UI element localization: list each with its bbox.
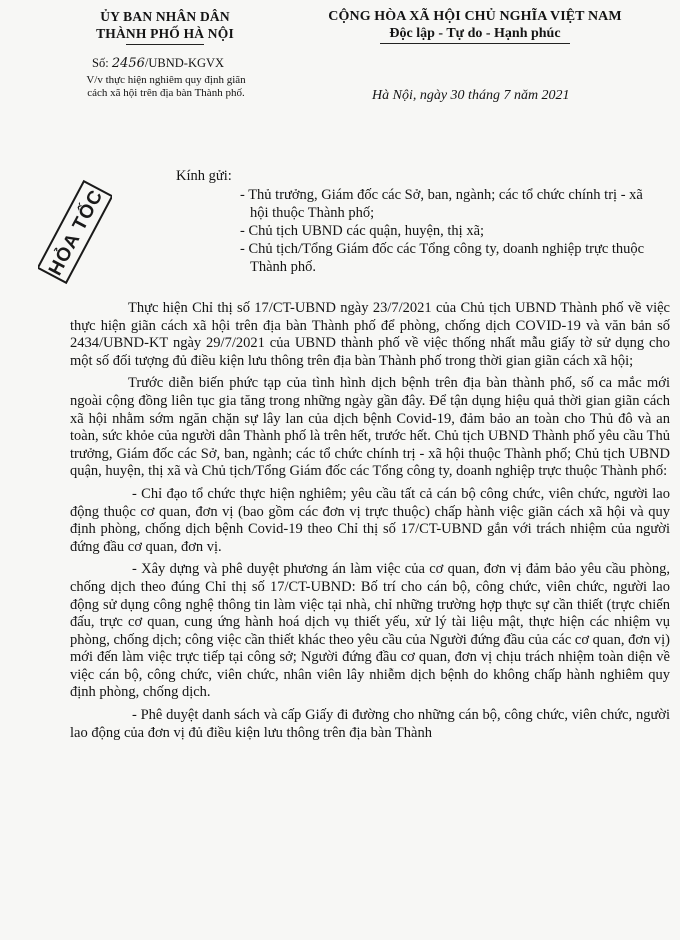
document-number-label: Số: bbox=[92, 56, 109, 70]
national-motto: Độc lập - Tự do - Hạnh phúc bbox=[389, 26, 561, 41]
recipient-item: - Thủ trưởng, Giám đốc các Sở, ban, ngành; các tổ chức chính trị - xã hội thuộc Thành phố; bbox=[240, 187, 643, 221]
document-body bbox=[70, 300, 670, 747]
urgent-stamp-text: HỎA TỐC bbox=[45, 186, 108, 280]
issuer-underline bbox=[126, 44, 204, 45]
recipients-label: Kính gửi: bbox=[176, 168, 232, 184]
body-paragraph: - Xây dựng và phê duyệt phương án làm việc của cơ quan, đơn vị đảm bảo yêu cầu phòng, chống dịch theo đúng Chỉ thị số 17/CT-UBND: Bố trí cho cán bộ, công chức, viên chức, người lao động sử dụng công nghệ thông tin làm việc tại nhà, chỉ những trường hợp thực sự cần thiết (trực chiến đấu, trực cơ quan, cung ứng hành hoá dịch vụ thiết yếu, xử lý tài liệu mật, thực hiện các nhiệm vụ phòng, chống dịch; công việc cần thiết khác theo yêu cầu của Người đứng đầu của các cơ quan, đơn vị) mới đến làm việc trực tiếp tại công sở; Người đứng đầu cơ quan, đơn vị chịu trách nhiệm toàn diện về việc cán bộ, công chức, viên chức, nhân viên lây nhiễm dịch bệnh do không chấp hành nghiêm quy định phòng, chống dịch. bbox=[70, 561, 670, 701]
issuer-block bbox=[40, 8, 290, 45]
motto-underline bbox=[380, 43, 570, 44]
issuer-name-line1: ỦY BAN NHÂN DÂN bbox=[100, 9, 230, 24]
urgent-stamp-graphic bbox=[38, 178, 112, 286]
recipients-list bbox=[240, 186, 660, 276]
document-date: Hà Nội, ngày 30 tháng 7 năm 2021 bbox=[372, 88, 570, 103]
urgent-stamp bbox=[38, 178, 112, 286]
document-subject-line1: V/v thực hiện nghiêm quy định giãn bbox=[86, 74, 246, 86]
body-paragraph: Trước diễn biến phức tạp của tình hình dịch bệnh trên địa bàn thành phố, số ca mắc mới ngoài cộng đồng liên tục gia tăng trong những ngày gần đây. Để tận dụng hiệu quả thời gian giãn cách xã hội nhằm sớm ngăn chặn sự lây lan của dịch bệnh Covid-19, đảm bảo an toàn cho Thủ đô và an toàn, sức khỏe của người dân Thành phố là trên hết, trước hết. Chủ tịch UBND Thành phố yêu cầu Thủ trưởng, Giám đốc các Sở, ban, ngành; các tổ chức chính trị - xã hội thuộc Thành phố; Chủ tịch UBND quận, huyện, thị xã và Chủ tịch/Tổng Giám đốc các Tổng công ty, doanh nghiệp trực thuộc Thành phố: bbox=[70, 375, 670, 480]
issuer-name-line2: THÀNH PHỐ HÀ NỘI bbox=[96, 26, 234, 41]
body-paragraph: - Phê duyệt danh sách và cấp Giấy đi đường cho những cán bộ, công chức, viên chức, người lao động của đơn vị đủ điều kiện lưu thông trên địa bàn Thành bbox=[70, 707, 670, 741]
body-paragraph: - Chỉ đạo tổ chức thực hiện nghiêm; yêu cầu tất cả cán bộ công chức, viên chức, người lao động thuộc cơ quan, đơn vị (bao gồm các đơn vị trực thuộc) chấp hành việc giãn cách xã hội và quy định phòng, chống dịch bệnh Covid-19 theo Chỉ thị số 17/CT-UBND gắn với trách nhiệm của người đứng đầu cơ quan, đơn vị. bbox=[70, 485, 670, 555]
document-subject-line2: cách xã hội trên địa bàn Thành phố. bbox=[87, 87, 245, 99]
national-title: CỘNG HÒA XÃ HỘI CHỦ NGHĨA VIỆT NAM bbox=[328, 9, 622, 24]
recipient-item: - Chủ tịch/Tổng Giám đốc các Tổng công ty, doanh nghiệp trực thuộc Thành phố. bbox=[240, 241, 645, 275]
body-paragraph: Thực hiện Chỉ thị số 17/CT-UBND ngày 23/7/2021 của Chủ tịch UBND Thành phố về việc thực hiện giãn cách xã hội trên địa bàn Thành phố để phòng, chống dịch COVID-19 và văn bản số 2434/UBND-KT ngày 29/7/2021 của UBND thành phố về việc thống nhất mẫu giấy tờ sử dụng cho một số đối tượng đủ điều kiện lưu thông trên địa bàn Thành phố trong thời gian giãn cách xã hội; bbox=[70, 300, 670, 369]
document-number-suffix: /UBND-KGVX bbox=[144, 56, 225, 70]
recipient-item: - Chủ tịch UBND các quận, huyện, thị xã; bbox=[240, 223, 485, 239]
document-number-handwritten: 2456 bbox=[111, 56, 145, 71]
national-title-block bbox=[300, 8, 650, 44]
document-subject bbox=[40, 74, 292, 100]
document-number bbox=[92, 56, 224, 71]
